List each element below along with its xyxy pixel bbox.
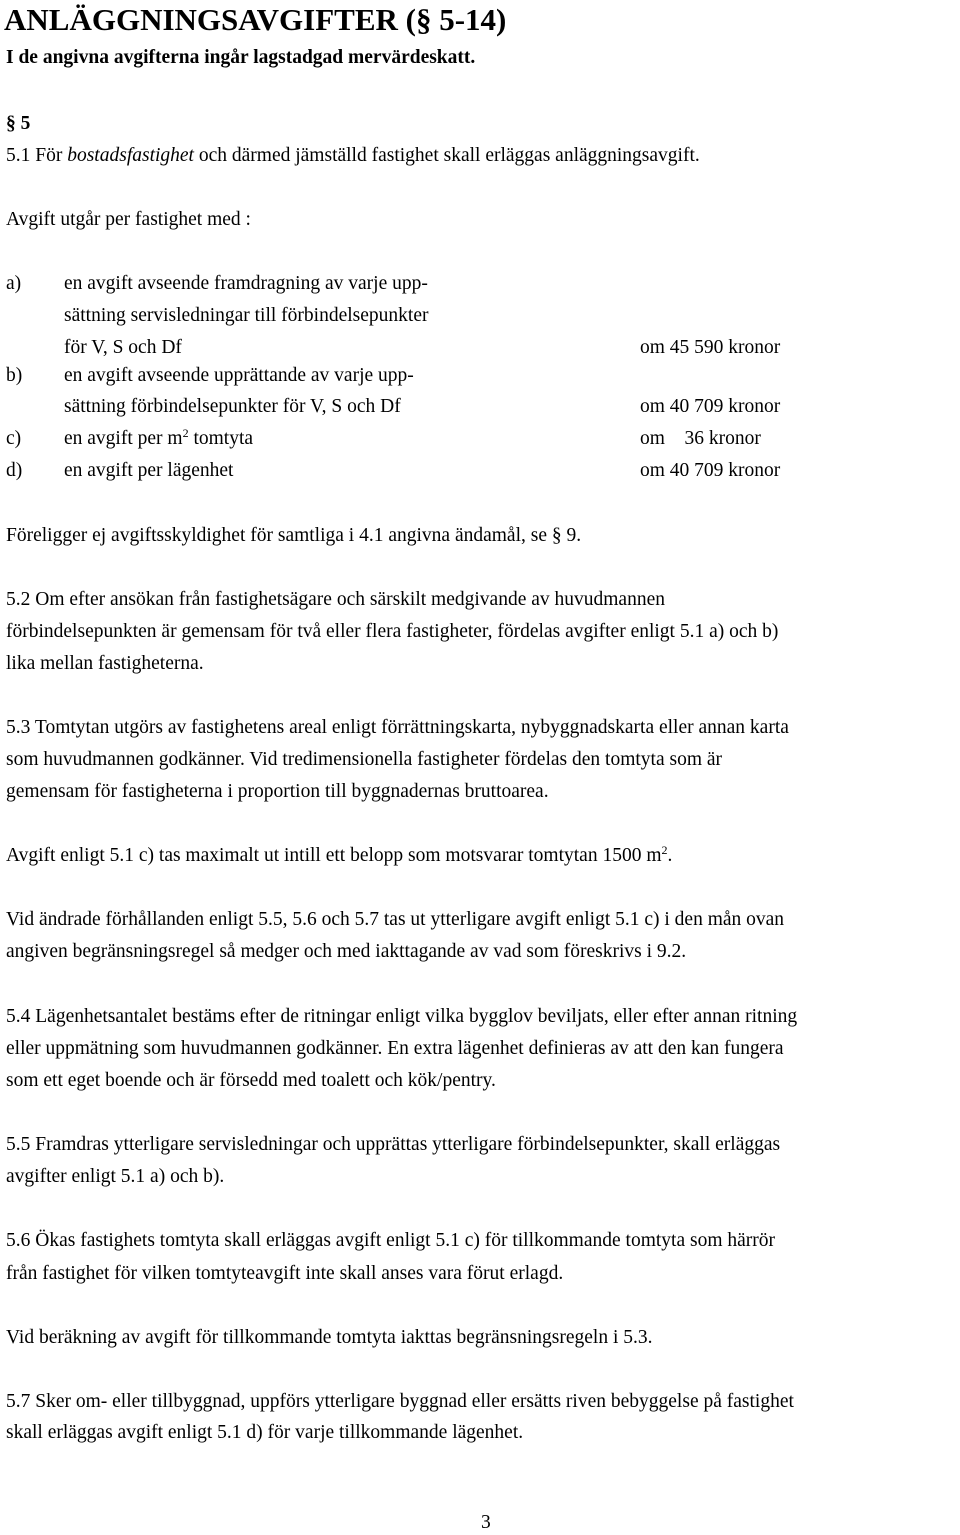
item-d-line: en avgift per lägenhet — [64, 460, 234, 481]
paragraph-5-4-line: 5.4 Lägenhetsantalet bestäms efter de ritningar enligt vilka bygglov beviljats, eller efter annan ritning — [6, 1006, 798, 1027]
paragraph-5-6-note: Vid beräkning av avgift för tillkommande tomtyta iakttas begränsningsregeln i 5.3. — [6, 1327, 653, 1348]
paragraph-5-2-line: förbindelsepunkten är gemensam för två eller flera fastigheter, fördelas avgifter enligt 5.1 a) och b) — [6, 621, 779, 642]
paragraph-5-4-line: eller uppmätning som huvudmannen godkänner. En extra lägenhet definieras av att den kan fungera — [6, 1038, 784, 1059]
page-subtitle: I de angivna avgifterna ingår lagstadgad mervärdeskatt. — [6, 47, 476, 68]
paragraph-5-4-line: som ett eget boende och är försedd med toalett och kök/pentry. — [6, 1070, 496, 1091]
paragraph-5-2-line: lika mellan fastigheterna. — [6, 653, 204, 674]
paragraph-5-3-line: gemensam för fastigheterna i proportion till byggnadernas bruttoarea. — [6, 781, 549, 802]
paragraph-5-3-change-line: angiven begränsningsregel så medger och med iakttagande av vad som föreskrivs i 9.2. — [6, 941, 687, 962]
item-a-line: en avgift avseende framdragning av varje upp- — [64, 273, 428, 294]
paragraph-5-3-line: som huvudmannen godkänner. Vid tredimensionella fastigheter fördelas den tomtyta som är — [6, 749, 723, 770]
item-c-label: c) — [6, 428, 22, 449]
section-number: § 5 — [6, 113, 31, 134]
page-number: 3 — [481, 1512, 491, 1533]
paragraph-5-3-limit: Avgift enligt 5.1 c) tas maximalt ut intill ett belopp som motsvarar tomtytan 1500 $m^2$. — [6, 843, 673, 866]
paragraph-5-2-line: 5.2 Om efter ansökan från fastighetsägare och särskilt medgivande av huvudmannen — [6, 589, 665, 610]
paragraph-5-3-change-line: Vid ändrade förhållanden enligt 5.5, 5.6 och 5.7 tas ut ytterligare avgift enligt 5.1 c) i den mån ovan — [6, 909, 785, 930]
item-c-amount: om 36 kronor — [640, 428, 761, 449]
item-a-label: a) — [6, 273, 22, 294]
item-a-line: sättning servisledningar till förbindelsepunkter — [64, 305, 429, 326]
paragraph-5-7-line: skall erläggas avgift enligt 5.1 d) för varje tillkommande lägenhet. — [6, 1422, 524, 1443]
paragraph-5-5-line: avgifter enligt 5.1 a) och b). — [6, 1166, 225, 1187]
paragraph-5-6-line: 5.6 Ökas fastighets tomtyta skall erläggas avgift enligt 5.1 c) för tillkommande tomtyta som härrör — [6, 1230, 775, 1251]
item-c-line: en avgift per $m^2$ tomtyta — [64, 426, 254, 449]
item-d-label: d) — [6, 460, 23, 481]
item-b-line: en avgift avseende upprättande av varje upp- — [64, 365, 414, 386]
item-a-amount: om 45 590 kronor — [640, 337, 781, 358]
page-title: ANLÄGGNINGSAVGIFTER (§ 5-14) — [4, 2, 507, 37]
item-b-line: sättning förbindelsepunkter för V, S och Df — [64, 396, 401, 417]
item-d-amount: om 40 709 kronor — [640, 460, 781, 481]
fee-note: Föreligger ej avgiftsskyldighet för samtliga i 4.1 angivna ändamål, se § 9. — [6, 525, 582, 546]
paragraph-5-7-line: 5.7 Sker om- eller tillbyggnad, uppförs ytterligare byggnad eller ersätts riven bebyggelse på fastighet — [6, 1391, 794, 1412]
paragraph-5-3-line: 5.3 Tomtytan utgörs av fastighetens areal enligt förrättningskarta, nybyggnadskarta eller annan karta — [6, 717, 789, 738]
paragraph-5-5-line: 5.5 Framdras ytterligare servisledningar och upprättas ytterligare förbindelsepunkter, skall erläggas — [6, 1134, 781, 1155]
item-a-line: för V, S och Df — [64, 337, 182, 358]
fee-intro: Avgift utgår per fastighet med : — [6, 209, 251, 230]
paragraph-5-6-line: från fastighet för vilken tomtyteavgift inte skall anses vara förut erlagd. — [6, 1263, 564, 1284]
paragraph-5-1: 5.1 För bostadsfastighet och därmed jämställd fastighet skall erläggas anläggningsavgift. — [6, 145, 700, 166]
item-b-amount: om 40 709 kronor — [640, 396, 781, 417]
item-b-label: b) — [6, 365, 23, 386]
